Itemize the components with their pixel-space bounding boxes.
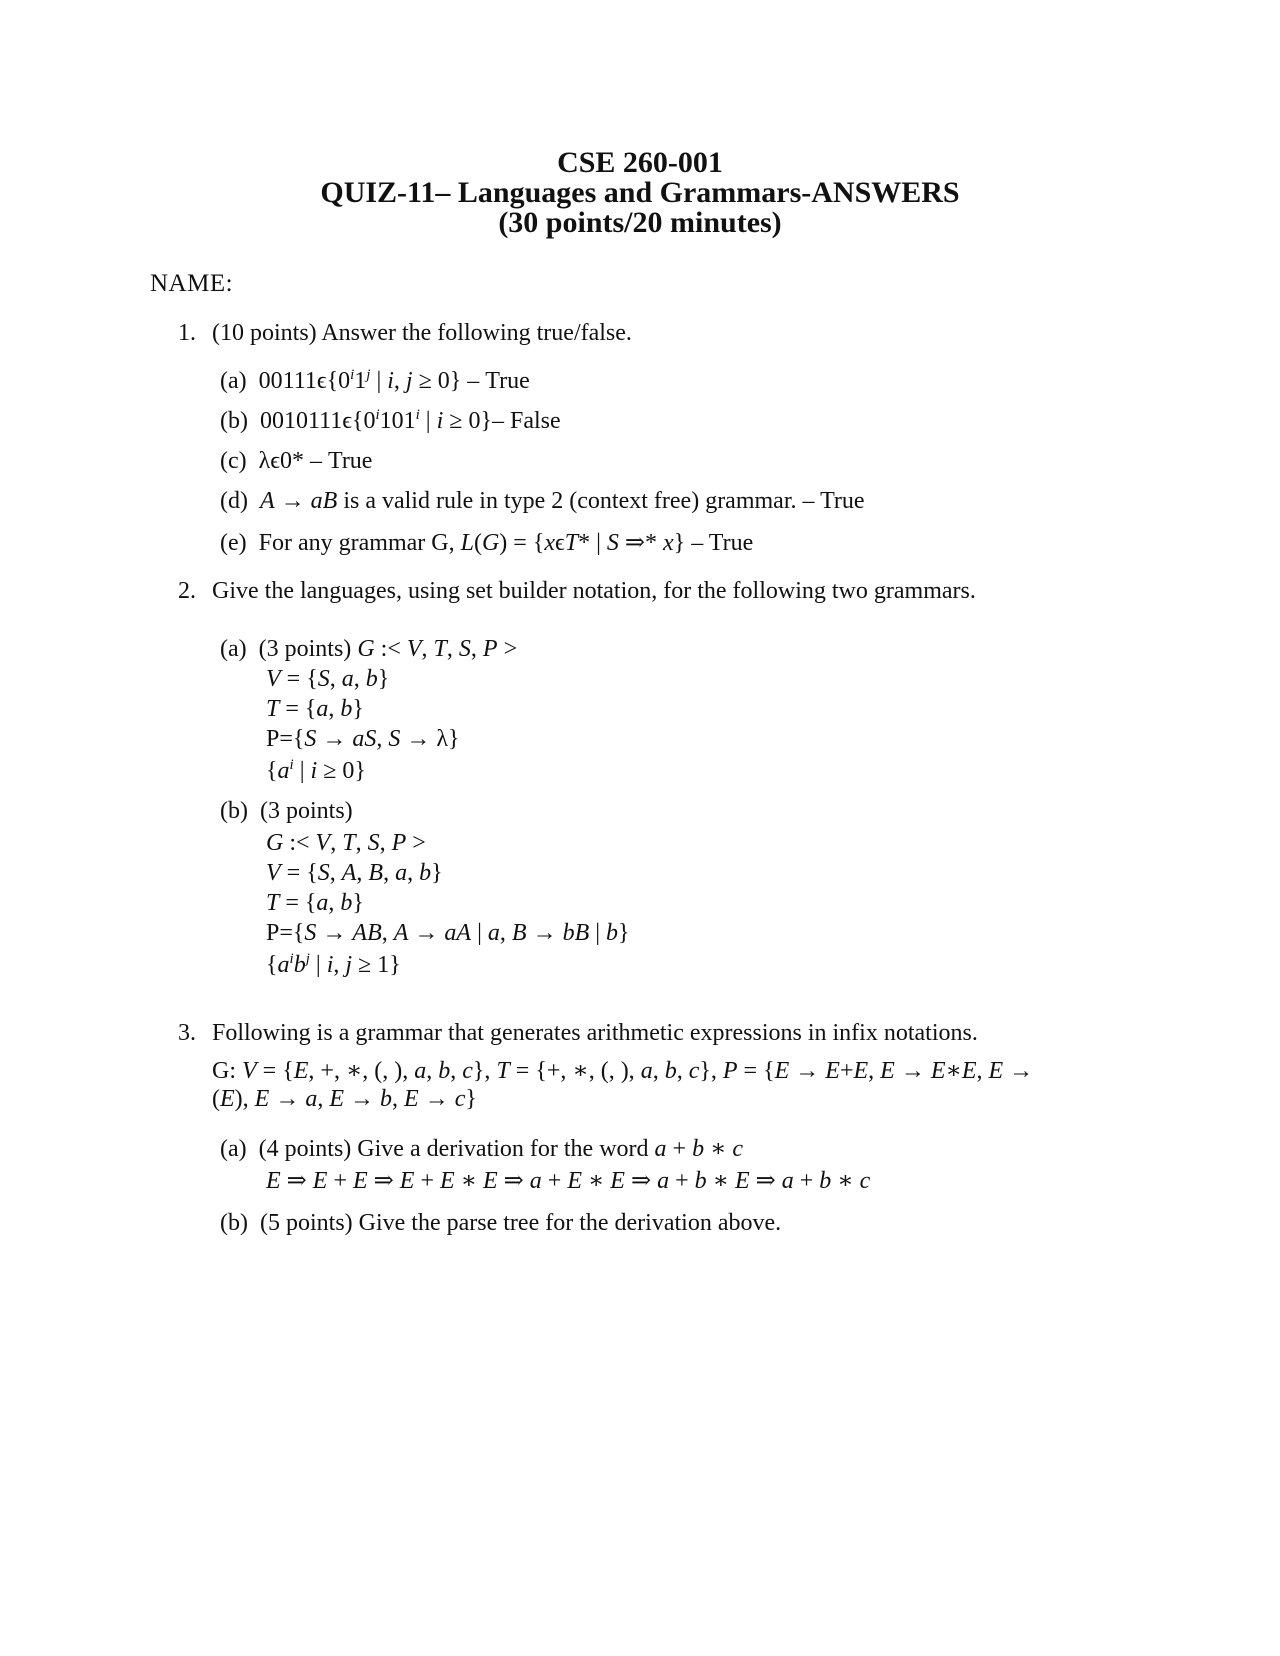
- q1d: [220, 488, 865, 515]
- q1c-answer: – True: [310, 448, 373, 474]
- q3-grammar-line2: (E), E → a, E → b, E → c}: [212, 1086, 477, 1112]
- q1a-label: (a): [220, 368, 247, 394]
- q2a-points: (3 points): [258, 636, 352, 662]
- q2b-p: P={S → AB, A → aA | a, B → bB | b}: [266, 920, 630, 946]
- q1c: [220, 448, 372, 475]
- q1b-label: (b): [220, 408, 248, 434]
- q1e-label: (e): [220, 530, 247, 556]
- q2b-answer: {$a^ib^j$ | i, j ≥ 1}: [266, 951, 401, 978]
- q1d-math: A → aB: [259, 488, 338, 514]
- q3a-prompt: (4 points) Give a derivation for the word: [258, 1136, 649, 1162]
- q3-grammar-line1: G: V = {E, +, ∗, (, ), a, b, c}, T = {+, ∗, (, ), a, b, c}, P = {E → E+E, E → E∗E, E →: [212, 1058, 1034, 1084]
- q2b-v: V = {S, A, B, a, b}: [266, 860, 443, 886]
- q2b-t: T = {a, b}: [266, 890, 364, 916]
- q2a-p: P={S → aS, S → λ}: [266, 726, 460, 752]
- q2-number: 2.: [178, 578, 196, 604]
- q1e-math: L(G) = {xϵT* | S ⇒* x}: [460, 530, 686, 556]
- q1a: [220, 368, 530, 395]
- q2b-points: (3 points): [259, 798, 353, 824]
- q1e-text: For any grammar G,: [258, 530, 455, 556]
- q1d-text: is a valid rule in type 2 (context free) grammar.: [343, 488, 797, 514]
- q1e-answer: – True: [691, 530, 754, 556]
- points-time: (30 points/20 minutes): [498, 206, 782, 239]
- course-code: CSE 260-001: [557, 146, 723, 179]
- q1a-answer: – True: [467, 368, 530, 394]
- q3a-label: (a): [220, 1136, 247, 1162]
- q2a-answer: {$a^i$ | i ≥ 0}: [266, 757, 366, 784]
- q1d-label: (d): [220, 488, 248, 514]
- q1-number: 1.: [178, 320, 196, 346]
- q2a-grammar-tuple: G :< V, T, S, P >: [357, 636, 518, 662]
- q2b-grammar-tuple: G :< V, T, S, P >: [266, 830, 426, 856]
- q3a-header: [220, 1134, 743, 1163]
- q1c-label: (c): [220, 448, 247, 474]
- q1-prompt: (10 points) Answer the following true/false.: [212, 320, 632, 346]
- q3-number: 3.: [178, 1020, 196, 1046]
- q1e: [220, 528, 753, 557]
- q1b: [220, 408, 561, 435]
- q3a-word: a + b ∗ c: [654, 1136, 744, 1162]
- q1d-answer: – True: [802, 488, 865, 514]
- q3-prompt: Following is a grammar that generates arithmetic expressions in infix notations.: [212, 1020, 978, 1046]
- q1a-math: 00111ϵ{0$^i$1$^j$ | i, j ≥ 0}: [258, 367, 462, 394]
- q3a-derivation: E ⇒ E + E ⇒ E + E ∗ E ⇒ a + E ∗ E ⇒ a + b ∗ E ⇒ a + b ∗ c: [266, 1168, 871, 1194]
- q3b-prompt: (5 points) Give the parse tree for the derivation above.: [259, 1210, 782, 1236]
- q1b-answer: – False: [491, 408, 561, 434]
- document-title: [0, 148, 1280, 238]
- q3b-label: (b): [220, 1210, 248, 1236]
- q2b-label: (b): [220, 798, 248, 824]
- q3b-header: [220, 1210, 781, 1237]
- name-label: NAME:: [150, 270, 234, 297]
- q1c-math: λϵ0*: [258, 448, 304, 474]
- q2-prompt: Give the languages, using set builder notation, for the following two grammars.: [212, 578, 976, 604]
- q2a-header: [220, 636, 517, 663]
- q2b-header: [220, 798, 353, 825]
- q2a-t: T = {a, b}: [266, 696, 364, 722]
- quiz-title: QUIZ-11– Languages and Grammars-ANSWERS: [320, 176, 960, 209]
- q2a-label: (a): [220, 636, 247, 662]
- q1b-math: 0010111ϵ{0$^i$101$^i$ | i ≥ 0}: [259, 407, 492, 434]
- q2a-v: V = {S, a, b}: [266, 666, 390, 692]
